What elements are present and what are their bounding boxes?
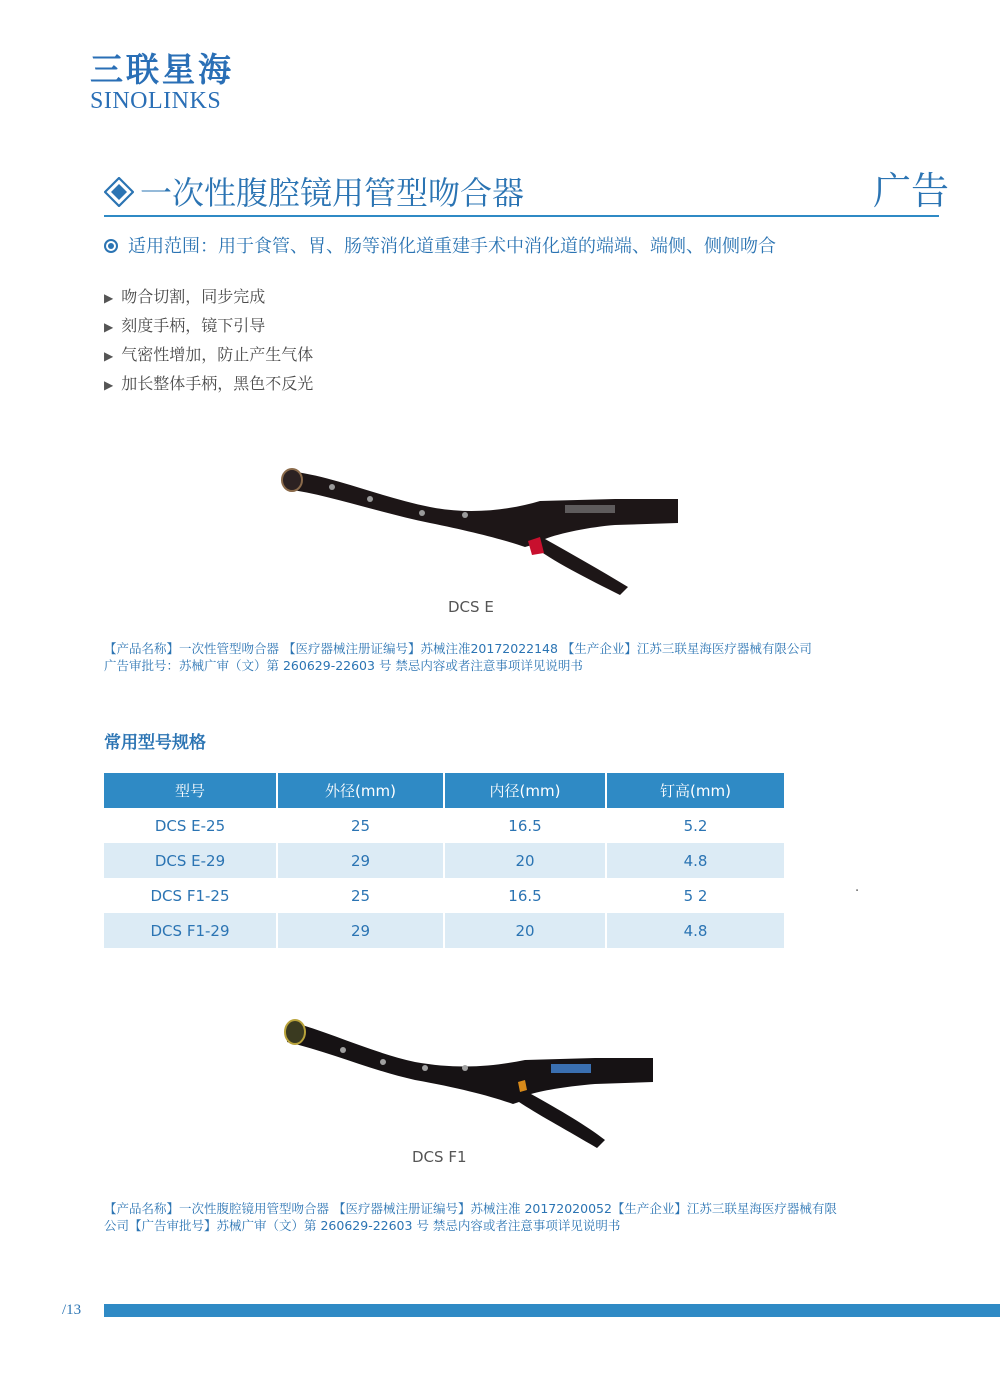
stray-mark: .: [855, 880, 860, 895]
radio-bullet-icon: [104, 239, 118, 253]
table-row: [104, 878, 784, 913]
column-header: 钉高(mm): [607, 773, 784, 808]
scope-line: [104, 232, 776, 258]
product-info-line: 【产品名称】一次性腹腔镜用管型吻合器 【医疗器械注册证编号】苏械注准 20172020052【生产企业】江苏三联星海医疗器械有限: [104, 1201, 837, 1216]
triangle-right-icon: ▶: [104, 291, 114, 305]
table-cell: 16.5: [508, 816, 542, 835]
table-cell: 25: [350, 886, 371, 905]
product-image-dcs-e: [270, 455, 690, 600]
ad-tag: 广告: [873, 169, 950, 213]
table-cell: 4.8: [607, 913, 784, 948]
product-info-line: 【产品名称】一次性管型吻合器 【医疗器械注册证编号】苏械注准20172022148 【生产企业】江苏三联星海医疗器械有限公司: [104, 641, 812, 656]
table-cell: 25: [350, 816, 371, 835]
feature-item: ▶ 吻合切割，同步完成: [104, 287, 266, 306]
table-row: [104, 843, 784, 878]
table-cell: DCS E-29: [104, 843, 276, 878]
feature-item: ▶ 刻度手柄，镜下引导: [104, 316, 266, 335]
spec-section-title: 常用型号规格: [104, 733, 206, 753]
product-info-dcs-e: [104, 640, 812, 674]
logo-chinese: 三联星海: [90, 50, 234, 89]
table-cell: DCS F1-25: [150, 886, 230, 905]
table-cell: 20: [445, 913, 605, 948]
table-cell: 4.8: [607, 843, 784, 878]
title-divider: [104, 215, 939, 217]
product-caption-dcs-e: DCS E: [448, 598, 494, 616]
page-number: /13: [62, 1302, 82, 1318]
column-header: 内径(mm): [445, 773, 605, 808]
diamond-icon: [104, 174, 134, 212]
triangle-right-icon: ▶: [104, 320, 114, 334]
spec-table: [102, 773, 786, 948]
feature-item: ▶ 加长整体手柄，黑色不反光: [104, 374, 314, 393]
table-row: [104, 808, 784, 843]
table-cell: 20: [445, 843, 605, 878]
table-header-row: [104, 773, 784, 808]
table-cell: 5 2: [683, 886, 708, 905]
feature-item: ▶ 气密性增加，防止产生气体: [104, 345, 314, 364]
column-header: 外径(mm): [278, 773, 443, 808]
product-caption-dcs-f1: DCS F1: [412, 1148, 467, 1166]
triangle-right-icon: ▶: [104, 378, 114, 392]
logo-english: SINOLINKS: [90, 88, 222, 114]
feature-list: [104, 282, 313, 398]
footer-bar: [104, 1304, 1000, 1317]
table-cell: DCS E-25: [154, 816, 226, 835]
table-row: [104, 913, 784, 948]
scope-text: 适用范围：用于食管、胃、肠等消化道重建手术中消化道的端端、端侧、侧侧吻合: [128, 236, 776, 257]
page-title-row: [104, 168, 524, 214]
product-info-line: 公司【广告审批号】苏械广审（文）第 260629-22603 号 禁忌内容或者注意事项详见说明书: [104, 1218, 621, 1233]
product-info-line: 广告审批号：苏械广审（文）第 260629-22603 号 禁忌内容或者注意事项详见说明书: [104, 658, 583, 673]
table-cell: DCS F1-29: [104, 913, 276, 948]
table-cell: 16.5: [508, 886, 542, 905]
column-header: 型号: [104, 773, 276, 808]
table-cell: 5.2: [683, 816, 708, 835]
table-cell: 29: [278, 913, 443, 948]
page-title: 一次性腹腔镜用管型吻合器: [140, 174, 525, 212]
table-cell: 29: [278, 843, 443, 878]
triangle-right-icon: ▶: [104, 349, 114, 363]
product-image-dcs-f1: [275, 1010, 665, 1155]
product-info-dcs-f1: [104, 1200, 837, 1234]
